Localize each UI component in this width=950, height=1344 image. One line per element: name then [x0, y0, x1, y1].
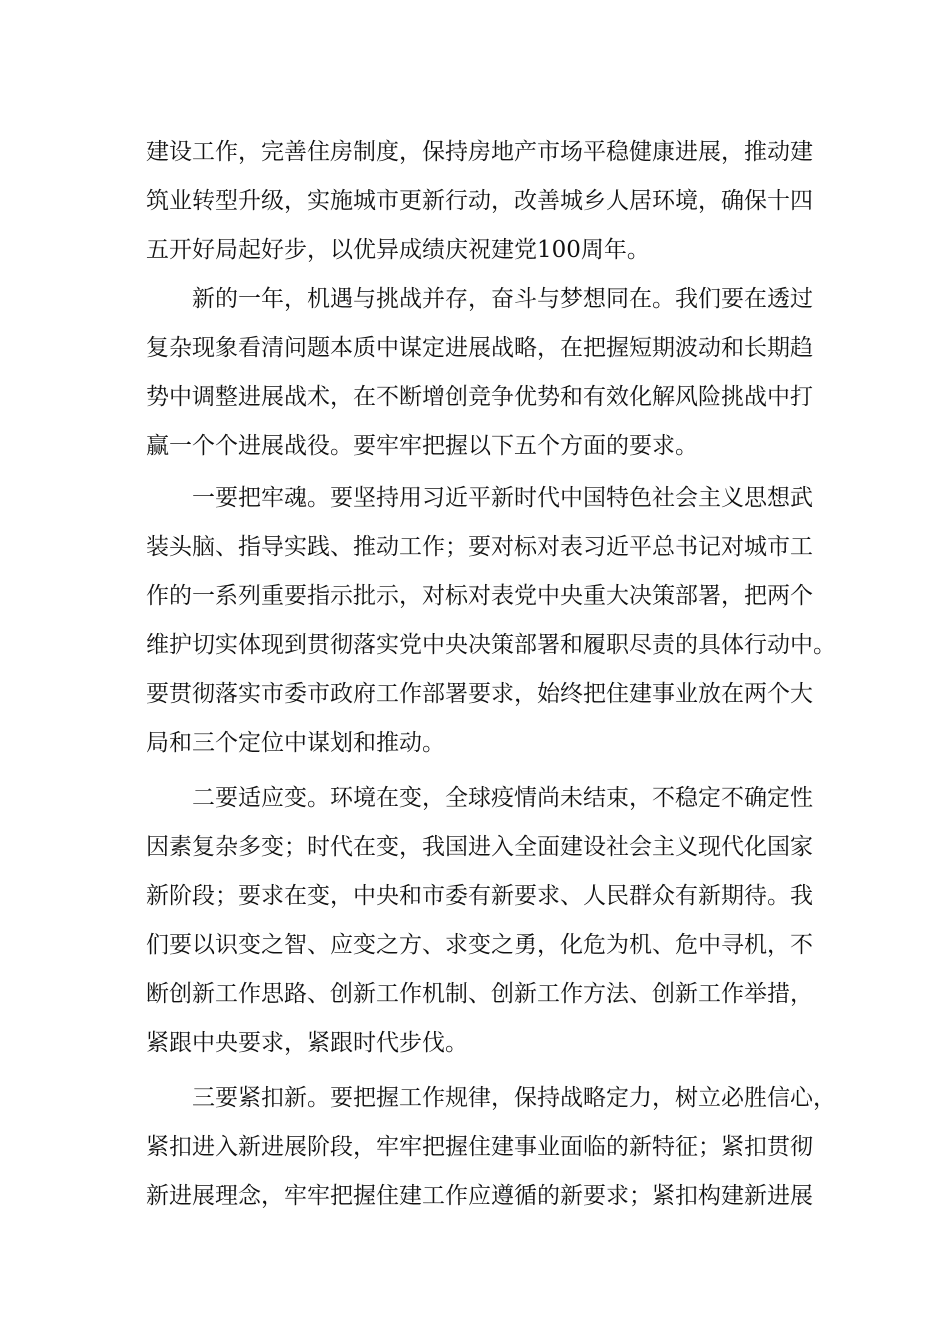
text-line: 紧扣进入新进展阶段，牢牢把握住建事业面临的新特征；紧扣贯彻	[146, 1134, 813, 1160]
text-line: 因素复杂多变；时代在变，我国进入全面建设社会主义现代化国家	[146, 834, 813, 860]
text-line: 建设工作，完善住房制度，保持房地产市场平稳健康进展，推动建	[146, 139, 813, 165]
text-line: 装头脑、指导实践、推动工作；要对标对表习近平总书记对城市工	[146, 534, 813, 560]
text-line: 维护切实体现到贯彻落实党中央决策部署和履职尽责的具体行动中。	[146, 632, 836, 658]
text-line: 新的一年，机遇与挑战并存，奋斗与梦想同在。我们要在透过	[192, 286, 813, 312]
text-line: 新阶段；要求在变，中央和市委有新要求、人民群众有新期待。我	[146, 883, 813, 909]
text-line: 要贯彻落实市委市政府工作部署要求，始终把住建事业放在两个大	[146, 681, 813, 707]
text-line: 新进展理念，牢牢把握住建工作应遵循的新要求；紧扣构建新进展	[146, 1183, 813, 1209]
text-line: 一要把牢魂。要坚持用习近平新时代中国特色社会主义思想武	[192, 485, 813, 511]
text-line: 赢一个个进展战役。要牢牢把握以下五个方面的要求。	[146, 433, 698, 459]
text-line: 局和三个定位中谋划和推动。	[146, 730, 445, 756]
text-line: 三要紧扣新。要把握工作规律，保持战略定力，树立必胜信心，	[192, 1085, 836, 1111]
text-line: 断创新工作思路、创新工作机制、创新工作方法、创新工作举措，	[146, 981, 813, 1007]
text-line: 势中调整进展战术，在不断增创竞争优势和有效化解风险挑战中打	[146, 384, 813, 410]
text-line: 们要以识变之智、应变之方、求变之勇，化危为机、危中寻机，不	[146, 932, 813, 958]
text-line: 紧跟中央要求，紧跟时代步伐。	[146, 1030, 468, 1056]
text-line: 复杂现象看清问题本质中谋定进展战略，在把握短期波动和长期趋	[146, 335, 813, 361]
text-line: 五开好局起好步，以优异成绩庆祝建党100周年。	[146, 237, 650, 263]
text-line: 二要适应变。环境在变，全球疫情尚未结束，不稳定不确定性	[192, 785, 813, 811]
text-line: 筑业转型升级，实施城市更新行动，改善城乡人居环境，确保十四	[146, 188, 813, 214]
text-line: 作的一系列重要指示批示，对标对表党中央重大决策部署，把两个	[146, 583, 813, 609]
